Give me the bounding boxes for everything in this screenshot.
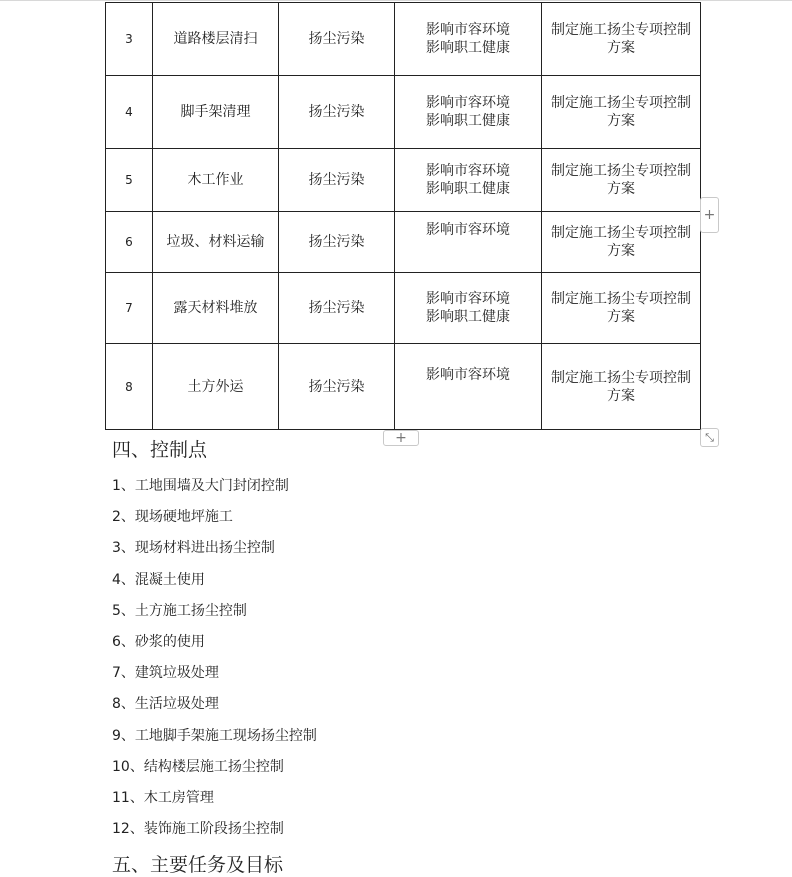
cell-measure (542, 76, 701, 149)
cell-impact: 扬尘污染 (279, 149, 395, 212)
cell-number: 3 (106, 3, 153, 76)
cell-measure-line: 方案 (607, 113, 635, 129)
control-points-list (112, 472, 317, 846)
cell-activity: 露天材料堆放 (153, 273, 279, 344)
plus-icon: + (703, 207, 716, 223)
cell-effect (395, 149, 542, 212)
cell-effect-line: 影响市容环境 (426, 291, 510, 307)
table-row (106, 344, 701, 430)
table-row (106, 76, 701, 149)
cell-measure-line: 制定施工扬尘专项控制 (551, 369, 691, 386)
cell-measure (542, 344, 701, 430)
list-item: 3、现场材料进出扬尘控制 (112, 540, 275, 557)
cell-measure-line: 方案 (607, 243, 635, 259)
cell-measure (542, 273, 701, 344)
table-row (106, 212, 701, 273)
cell-measure-line: 制定施工扬尘专项控制 (551, 291, 691, 307)
cell-number: 6 (106, 212, 153, 273)
list-item: 10、结构楼层施工扬尘控制 (112, 758, 284, 775)
cell-measure-line: 方案 (607, 40, 635, 56)
cell-measure (542, 212, 701, 273)
cell-effect (395, 273, 542, 344)
resize-icon: ⤡ (705, 431, 714, 444)
list-item: 11、木工房管理 (112, 789, 214, 806)
cell-measure-line: 方案 (607, 181, 635, 197)
list-item: 2、现场硬地坪施工 (112, 509, 233, 526)
cell-activity: 土方外运 (153, 344, 279, 430)
cell-activity: 道路楼层清扫 (153, 3, 279, 76)
list-item: 9、工地脚手架施工现场扬尘控制 (112, 727, 317, 744)
table-row (106, 149, 701, 212)
cell-number: 7 (106, 273, 153, 344)
cell-effect-line: 影响市容环境 (426, 22, 510, 38)
cell-number: 4 (106, 76, 153, 149)
cell-measure (542, 3, 701, 76)
cell-effect-line: 影响职工健康 (426, 309, 510, 325)
cell-measure-line: 制定施工扬尘专项控制 (551, 163, 691, 179)
cell-measure (542, 149, 701, 212)
list-item: 7、建筑垃圾处理 (112, 665, 219, 682)
cell-measure-line: 制定施工扬尘专项控制 (551, 22, 691, 38)
cell-effect (395, 344, 542, 430)
plus-icon: + (395, 430, 407, 446)
list-item: 1、工地围墙及大门封闭控制 (112, 478, 289, 494)
cell-effect-line: 影响市容环境 (426, 95, 510, 111)
cell-activity: 木工作业 (153, 149, 279, 212)
cell-impact: 扬尘污染 (279, 76, 395, 149)
cell-impact: 扬尘污染 (279, 344, 395, 430)
cell-effect-line: 影响职工健康 (426, 181, 510, 197)
cell-impact: 扬尘污染 (279, 3, 395, 76)
cell-effect-line: 影响职工健康 (426, 113, 510, 129)
list-item: 12、装饰施工阶段扬尘控制 (112, 821, 284, 838)
table-resize-handle[interactable] (700, 428, 719, 447)
list-item: 8、生活垃圾处理 (112, 696, 219, 713)
cell-activity: 垃圾、材料运输 (153, 212, 279, 273)
section-heading-control-points: 四、控制点 (112, 439, 208, 461)
cell-measure-line: 制定施工扬尘专项控制 (551, 225, 691, 241)
risk-table (105, 2, 701, 430)
cell-effect-line: 影响市容环境 (426, 222, 510, 238)
list-item: 4、混凝土使用 (112, 571, 205, 588)
table-row (106, 273, 701, 344)
list-item: 5、土方施工扬尘控制 (112, 602, 247, 619)
cell-effect-line: 影响市容环境 (426, 163, 510, 179)
section-heading-tasks-goals: 五、主要任务及目标 (112, 854, 284, 876)
cell-measure-line: 方案 (607, 387, 635, 404)
cell-measure-line: 方案 (607, 309, 635, 325)
cell-effect (395, 212, 542, 273)
cell-measure-line: 制定施工扬尘专项控制 (551, 95, 691, 111)
add-row-button[interactable] (383, 430, 419, 446)
cell-effect-line: 影响职工健康 (426, 40, 510, 56)
cell-effect (395, 3, 542, 76)
cell-impact: 扬尘污染 (279, 212, 395, 273)
cell-effect (395, 76, 542, 149)
table-row (106, 3, 701, 76)
cell-activity: 脚手架清理 (153, 76, 279, 149)
cell-number: 5 (106, 149, 153, 212)
cell-number: 8 (106, 344, 153, 430)
list-item: 6、砂浆的使用 (112, 633, 205, 650)
cell-effect-line: 影响市容环境 (426, 367, 510, 383)
cell-impact: 扬尘污染 (279, 273, 395, 344)
page-top-divider (0, 0, 792, 1)
add-column-button[interactable] (700, 197, 719, 233)
